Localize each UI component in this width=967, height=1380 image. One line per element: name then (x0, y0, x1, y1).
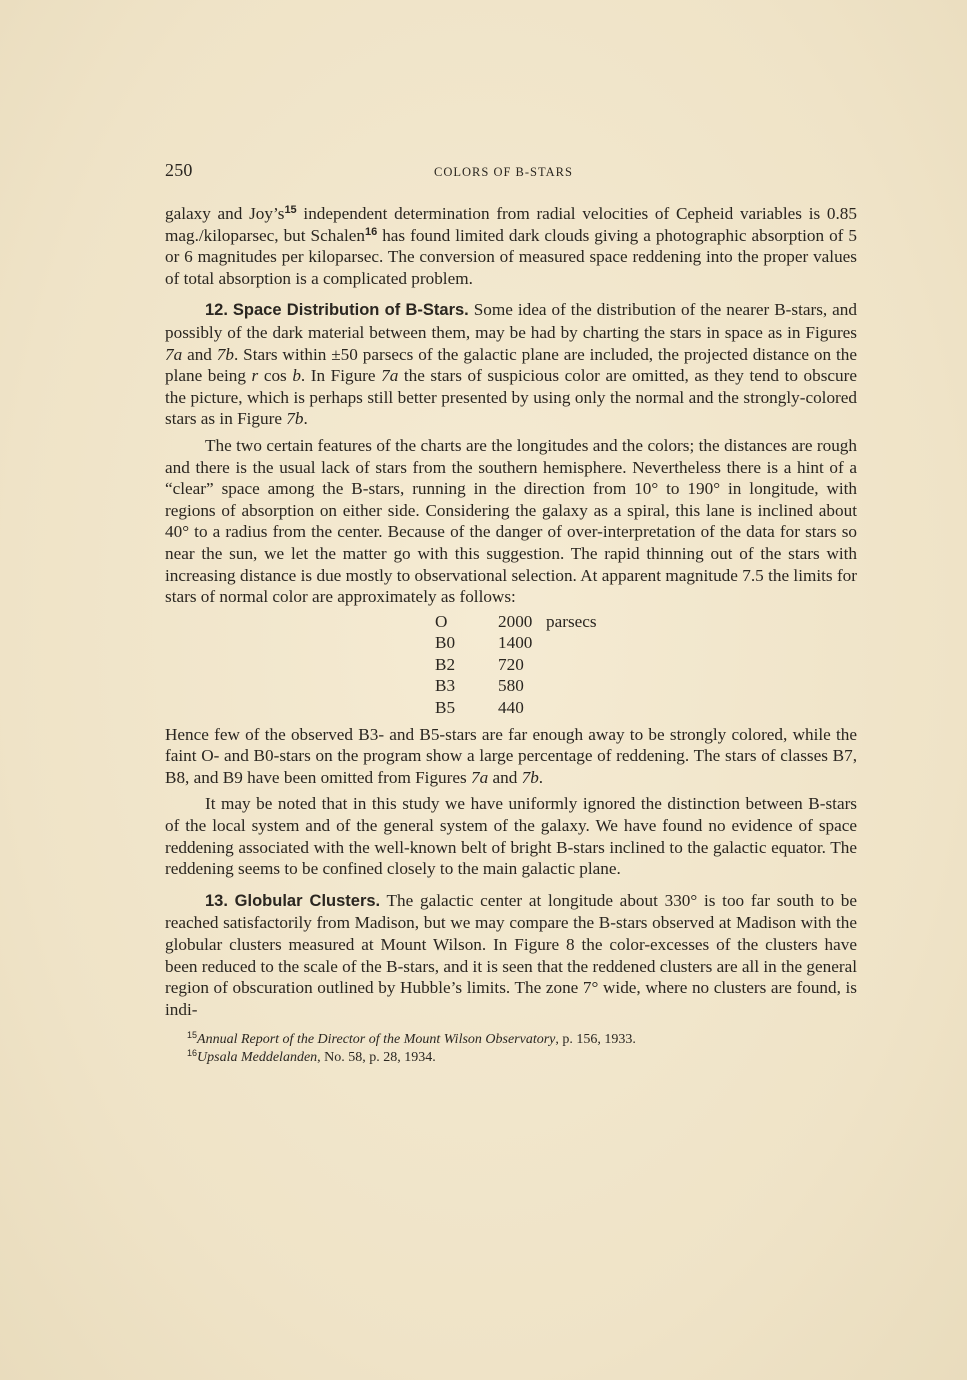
text-run: . (303, 409, 308, 429)
footnote-ref-15: 15 (284, 204, 297, 216)
paragraph: The two certain features of the charts are the longitudes and the colors; the distances are rough and there is the usual lack of stars from the southern hemisphere. Nevertheless there is a hint of a “clear” space among the B-stars, running in the direction from 10° to 190° in longitude, with regions of absorption on either side. Considering the galaxy as a spiral, this lane is inclined about 40° to a radius from the center. Because of the danger of over-interpretation of the data for stars so near the sun, we let the matter go with this suggestion. The rapid thinning out of the stars with increasing distance is due mostly to observational selection. At apparent magnitude 7.5 the limits for stars of normal color are approximately as follows: (165, 435, 857, 607)
text-run: the stars of suspicious color are omitted, as they tend to obscure the picture, which is perhaps still better presented by using only the normal and the strongly-colored stars as in Figure (165, 366, 857, 429)
figure-ref: 7a (165, 344, 183, 364)
paragraph: It may be noted that in this study we have uniformly ignored the distinction between B-stars of the local system and of the general system of the galaxy. We have found no evidence of space reddening associated with the well-known belt of bright B-stars inclined to the galactic equator. The reddening seems to be confined closely to the main galactic plane. (165, 794, 857, 879)
variable-b: b (292, 366, 301, 386)
unit-cell (542, 697, 597, 719)
figure-ref: 7a (470, 767, 489, 787)
page-body (165, 203, 857, 1067)
spectral-class-cell: B5 (435, 698, 456, 718)
figure-ref: 7a (381, 366, 399, 386)
distance-cell: 440 (498, 698, 524, 718)
unit-cell (542, 654, 597, 676)
footnote-15 (187, 1031, 857, 1049)
paragraph-continued (165, 203, 857, 289)
spectral-class-cell: B3 (435, 676, 456, 696)
spectral-class-cell: B2 (435, 654, 456, 674)
variable-r: r (251, 366, 259, 386)
footnote-title: Upsala Meddelanden (197, 1050, 318, 1066)
unit-cell: parsecs (546, 611, 597, 631)
text-run: and (488, 767, 522, 787)
running-title: COLORS OF B-STARS (434, 165, 573, 179)
footnotes (165, 1031, 857, 1067)
section-number: 12. (205, 301, 228, 320)
table-row (435, 632, 597, 654)
distance-limits-table (435, 611, 597, 719)
section-title: Globular Clusters. (234, 891, 381, 910)
text-run: The galactic center at longitude about 330° is too far south to be reached satisfactorily from Madison, but we may compare the B-stars observed at Madison with the globular clusters measured at Mount Wilson. In Figure 8 the color-excesses of the clusters have been reduced to the scale of the B-stars, and it is seen that the reddened clusters are all in the general region of obscuration outlined by Hubble’s limits. The zone 7° wide, where no clusters are found, is indi- (165, 890, 857, 1019)
section-number: 13. (205, 891, 228, 910)
text-run: . Stars within ±50 parsecs of the galactic plane are included, the projected distance on the plane being (165, 344, 857, 386)
footnote-marker: 16 (187, 1048, 198, 1059)
table-row (435, 654, 597, 676)
text-run: cos (258, 366, 293, 386)
figure-ref: 7b (286, 409, 304, 429)
section-title: Space Distribution of B-Stars. (232, 301, 469, 320)
table-row (435, 675, 597, 697)
footnote-marker: 15 (187, 1030, 198, 1041)
figure-ref: 7b (216, 344, 234, 364)
text-run: Hence few of the observed B3- and B5-stars are far enough away to be strongly colored, while the faint O- and B0-stars on the program show a large percentage of reddening. The stars of classes B7, B8, and B9 have been omitted from Figures (165, 724, 857, 787)
footnote-text: , No. 58, p. 28, 1934. (317, 1050, 436, 1066)
figure-ref: 7b (521, 767, 539, 787)
distance-cell: 1400 (498, 633, 533, 653)
page-header (165, 160, 857, 186)
text-run: Some idea of the distribution of the nearer B-stars, and possibly of the dark material between them, may be had by charting the stars in space as in Figures (165, 300, 857, 342)
footnote-title: Annual Report of the Director of the Mount Wilson Observatory (197, 1032, 556, 1048)
unit-cell (542, 632, 597, 654)
paragraph (165, 724, 857, 789)
text-run: and (182, 344, 217, 364)
section-13-paragraph (165, 890, 857, 1021)
distance-cell: 720 (498, 654, 524, 674)
footnote-ref-16: 16 (364, 225, 378, 238)
section-12-paragraph (165, 299, 857, 430)
table-row (435, 611, 597, 633)
spectral-class-cell: O (435, 611, 448, 631)
table-row (435, 697, 597, 719)
text-run: . (538, 767, 544, 787)
footnote-text: , p. 156, 1933. (555, 1032, 636, 1048)
spectral-class-cell: B0 (435, 633, 456, 653)
unit-cell (542, 675, 597, 697)
distance-cell: 2000 (498, 611, 533, 631)
distance-cell: 580 (498, 676, 524, 696)
text-run: galaxy and Joy’s (165, 204, 285, 223)
footnote-16 (187, 1049, 857, 1067)
page-number: 250 (165, 160, 193, 180)
text-run: has found limited dark clouds giving a photographic absorption of 5 or 6 magnitudes per kiloparsec. The conversion of measured space reddening into the proper values of total absorption is a complicated problem. (165, 225, 857, 288)
text-run: . In Figure (300, 366, 382, 386)
text-run: independent determination from radial velocities of Cepheid variables is 0.85 mag./kiloparsec, but Schalen (165, 204, 857, 245)
